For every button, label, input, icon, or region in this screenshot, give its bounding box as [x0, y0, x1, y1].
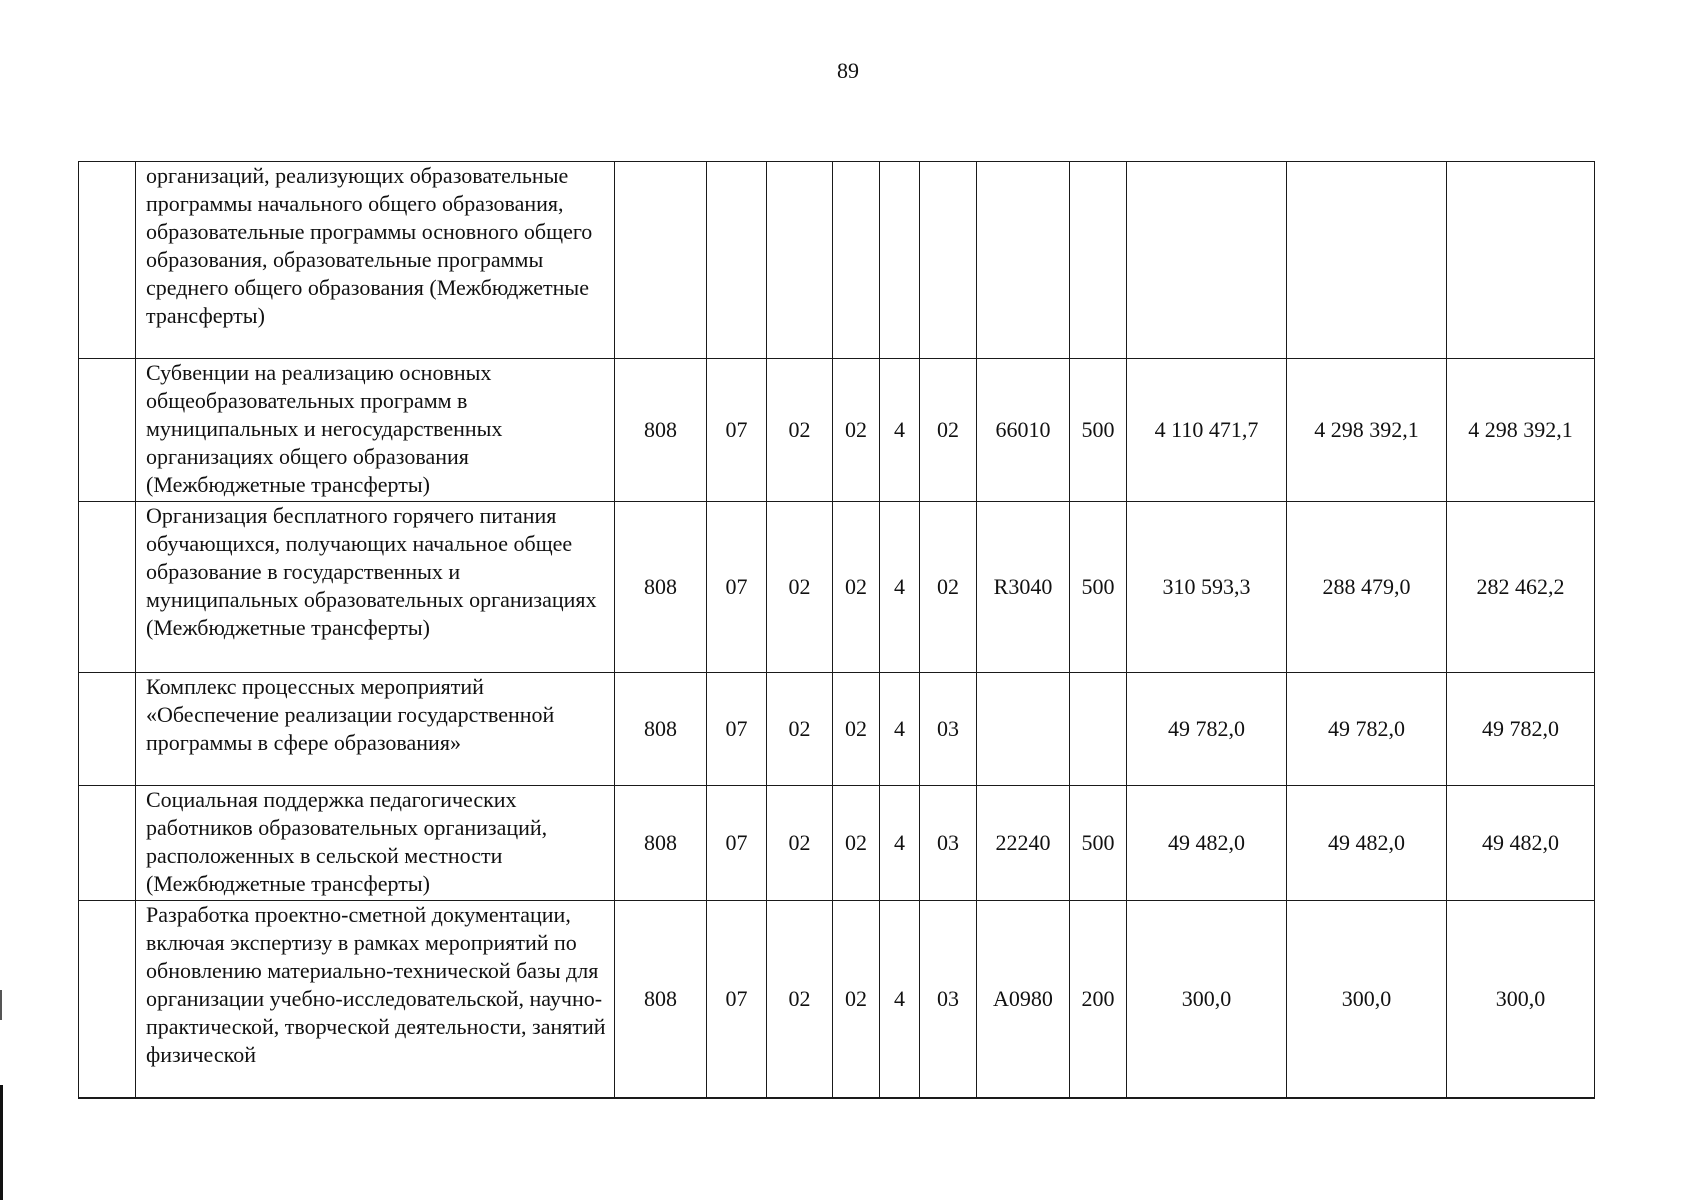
amount-year1-cell: 310 593,3	[1127, 502, 1287, 673]
item-code-cell: 03	[920, 673, 977, 786]
amount-year2-cell: 300,0	[1287, 901, 1447, 1098]
description-cell: организаций, реализующих образовательные программы начального общего образования, образовательные программы основного общего образования, образовательные программы среднего общего образования (Межбюджетные трансферты)	[136, 162, 615, 359]
amount-year3-cell: 300,0	[1447, 901, 1595, 1098]
description-cell: Комплекс процессных мероприятий «Обеспечение реализации государственной программы в сфере образования»	[136, 673, 615, 786]
ministry-code-cell: 808	[615, 673, 707, 786]
section-code-cell: 07	[707, 786, 767, 901]
scan-edge-mark	[0, 1085, 3, 1200]
program-code-cell	[833, 162, 880, 359]
subsection-code-cell	[767, 162, 833, 359]
direction-code-cell: R3040	[977, 502, 1070, 673]
expense-type-cell	[1070, 162, 1127, 359]
section-code-cell	[707, 162, 767, 359]
item-code-cell: 03	[920, 901, 977, 1098]
ministry-code-cell: 808	[615, 502, 707, 673]
direction-code-cell: 66010	[977, 359, 1070, 502]
amount-year2-cell: 288 479,0	[1287, 502, 1447, 673]
subsection-code-cell: 02	[767, 786, 833, 901]
section-code-cell: 07	[707, 502, 767, 673]
ministry-code-cell: 808	[615, 901, 707, 1098]
subsection-code-cell: 02	[767, 673, 833, 786]
budget-table	[78, 161, 1595, 1099]
program-code-cell: 02	[833, 359, 880, 502]
scan-edge-mark	[0, 990, 2, 1020]
row-number-cell	[79, 901, 136, 1098]
type-code-cell: 4	[880, 359, 920, 502]
description-cell: Субвенции на реализацию основных общеобразовательных программ в муниципальных и негосударственных организациях общего образования (Межбюджетные трансферты)	[136, 359, 615, 502]
type-code-cell: 4	[880, 673, 920, 786]
table-row	[79, 162, 1595, 359]
description-cell: Организация бесплатного горячего питания обучающихся, получающих начальное общее образование в государственных и муниципальных образовательных организациях (Межбюджетные трансферты)	[136, 502, 615, 673]
type-code-cell: 4	[880, 502, 920, 673]
direction-code-cell	[977, 162, 1070, 359]
program-code-cell: 02	[833, 502, 880, 673]
subsection-code-cell: 02	[767, 502, 833, 673]
row-number-cell	[79, 786, 136, 901]
amount-year1-cell	[1127, 162, 1287, 359]
program-code-cell: 02	[833, 901, 880, 1098]
amount-year1-cell: 49 482,0	[1127, 786, 1287, 901]
amount-year1-cell: 49 782,0	[1127, 673, 1287, 786]
table-row	[79, 359, 1595, 502]
table-row	[79, 502, 1595, 673]
amount-year3-cell: 282 462,2	[1447, 502, 1595, 673]
expense-type-cell: 200	[1070, 901, 1127, 1098]
table-row	[79, 901, 1595, 1098]
row-number-cell	[79, 502, 136, 673]
type-code-cell	[880, 162, 920, 359]
subsection-code-cell: 02	[767, 901, 833, 1098]
ministry-code-cell: 808	[615, 786, 707, 901]
item-code-cell: 02	[920, 502, 977, 673]
description-cell: Социальная поддержка педагогических работников образовательных организаций, расположенных в сельской местности (Межбюджетные трансферты)	[136, 786, 615, 901]
page-number: 89	[837, 58, 859, 83]
subsection-code-cell: 02	[767, 359, 833, 502]
row-number-cell	[79, 359, 136, 502]
amount-year2-cell	[1287, 162, 1447, 359]
section-code-cell: 07	[707, 673, 767, 786]
item-code-cell	[920, 162, 977, 359]
item-code-cell: 02	[920, 359, 977, 502]
expense-type-cell: 500	[1070, 359, 1127, 502]
direction-code-cell: A0980	[977, 901, 1070, 1098]
amount-year3-cell: 4 298 392,1	[1447, 359, 1595, 502]
amount-year1-cell: 300,0	[1127, 901, 1287, 1098]
ministry-code-cell	[615, 162, 707, 359]
table-row	[79, 786, 1595, 901]
amount-year2-cell: 4 298 392,1	[1287, 359, 1447, 502]
row-number-cell	[79, 162, 136, 359]
amount-year3-cell: 49 782,0	[1447, 673, 1595, 786]
type-code-cell: 4	[880, 901, 920, 1098]
section-code-cell: 07	[707, 359, 767, 502]
expense-type-cell: 500	[1070, 502, 1127, 673]
program-code-cell: 02	[833, 786, 880, 901]
description-cell: Разработка проектно-сметной документации, включая экспертизу в рамках мероприятий по обновлению материально-технической базы для организации учебно-исследовательской, научно-практической, творческой деятельности, занятий физической	[136, 901, 615, 1098]
type-code-cell: 4	[880, 786, 920, 901]
expense-type-cell	[1070, 673, 1127, 786]
direction-code-cell	[977, 673, 1070, 786]
amount-year3-cell	[1447, 162, 1595, 359]
program-code-cell: 02	[833, 673, 880, 786]
table-row	[79, 673, 1595, 786]
amount-year3-cell: 49 482,0	[1447, 786, 1595, 901]
expense-type-cell: 500	[1070, 786, 1127, 901]
row-number-cell	[79, 673, 136, 786]
section-code-cell: 07	[707, 901, 767, 1098]
amount-year2-cell: 49 782,0	[1287, 673, 1447, 786]
item-code-cell: 03	[920, 786, 977, 901]
ministry-code-cell: 808	[615, 359, 707, 502]
amount-year1-cell: 4 110 471,7	[1127, 359, 1287, 502]
direction-code-cell: 22240	[977, 786, 1070, 901]
amount-year2-cell: 49 482,0	[1287, 786, 1447, 901]
